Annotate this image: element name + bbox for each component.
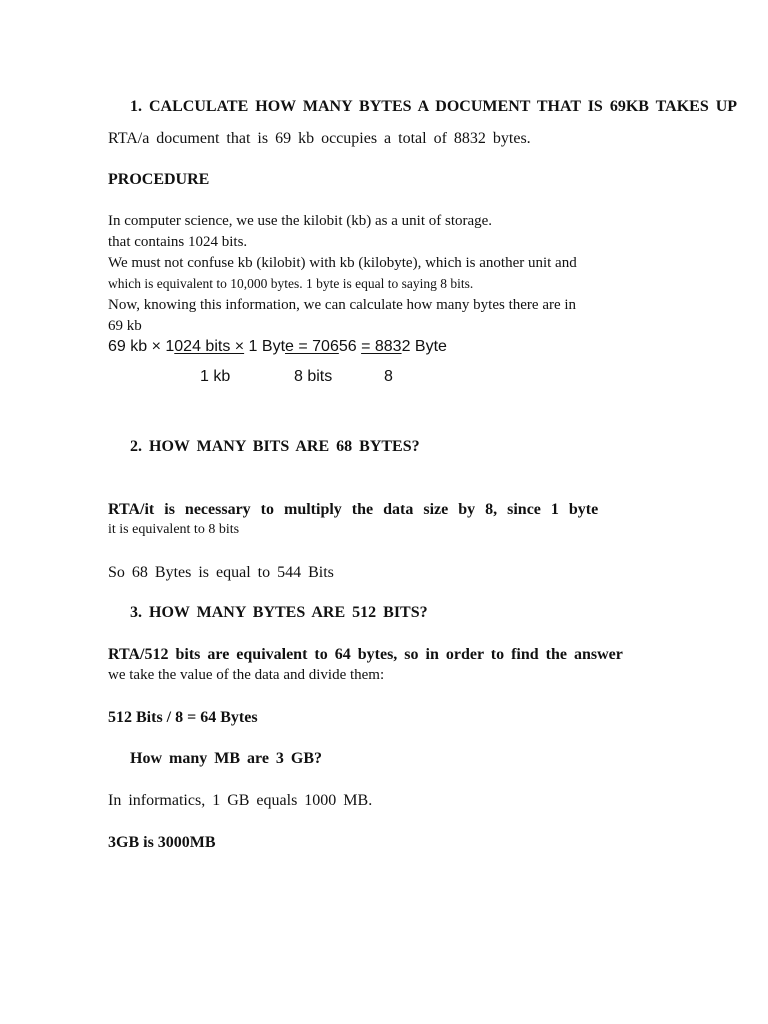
formula-denominator-1: 1 kb — [200, 368, 231, 385]
formula-part: 2 Byte — [401, 338, 447, 355]
q2-answer: RTA/it is necessary to multiply the data size by 8, since 1 byte — [108, 501, 599, 518]
q2-answer-cont: it is equivalent to 8 bits — [108, 522, 240, 537]
formula-part: 69 kb × 1 — [108, 338, 175, 355]
q1-answer: RTA/a document that is 69 kb occupies a total of 8832 bytes. — [108, 130, 531, 147]
formula-line — [108, 339, 447, 355]
procedure-line-5: Now, knowing this information, we can calculate how many bytes there are in — [108, 297, 577, 313]
q1-heading: 1. CALCULATE HOW MANY BYTES A DOCUMENT THAT IS 69KB TAKES UP — [130, 98, 738, 115]
procedure-label: PROCEDURE — [108, 171, 210, 188]
q3-answer: RTA/512 bits are equivalent to 64 bytes, so in order to find the answer — [108, 646, 623, 663]
formula-fraction-byte: e = 706 — [285, 338, 339, 355]
q4-heading: How many MB are 3 GB? — [130, 750, 323, 767]
procedure-line-4: which is equivalent to 10,000 bytes. 1 byte is equal to saying 8 bits. — [108, 276, 474, 291]
formula-part: 56 — [338, 338, 362, 355]
formula-fraction-result: = 883 — [361, 338, 402, 355]
procedure-line-1: In computer science, we use the kilobit (kb) as a unit of storage. — [108, 213, 493, 229]
procedure-line-3: We must not confuse kb (kilobit) with kb (kilobyte), which is another unit and — [108, 255, 577, 271]
formula-denominator-3: 8 — [384, 368, 393, 385]
q3-result: 512 Bits / 8 = 64 Bytes — [108, 709, 258, 726]
q3-answer-cont: we take the value of the data and divide them: — [108, 667, 385, 683]
formula-fraction-bits: 024 bits × — [174, 338, 245, 355]
q2-result: So 68 Bytes is equal to 544 Bits — [108, 564, 334, 581]
q4-result: 3GB is 3000MB — [108, 834, 216, 851]
formula-part: 1 Byt — [244, 338, 286, 355]
q4-answer: In informatics, 1 GB equals 1000 MB. — [108, 792, 373, 809]
formula-denominator-2: 8 bits — [294, 368, 333, 385]
procedure-line-6: 69 kb — [108, 318, 142, 334]
q3-heading: 3. HOW MANY BYTES ARE 512 BITS? — [130, 604, 428, 621]
procedure-line-2: that contains 1024 bits. — [108, 234, 248, 250]
q2-heading: 2. HOW MANY BITS ARE 68 BYTES? — [130, 438, 420, 455]
